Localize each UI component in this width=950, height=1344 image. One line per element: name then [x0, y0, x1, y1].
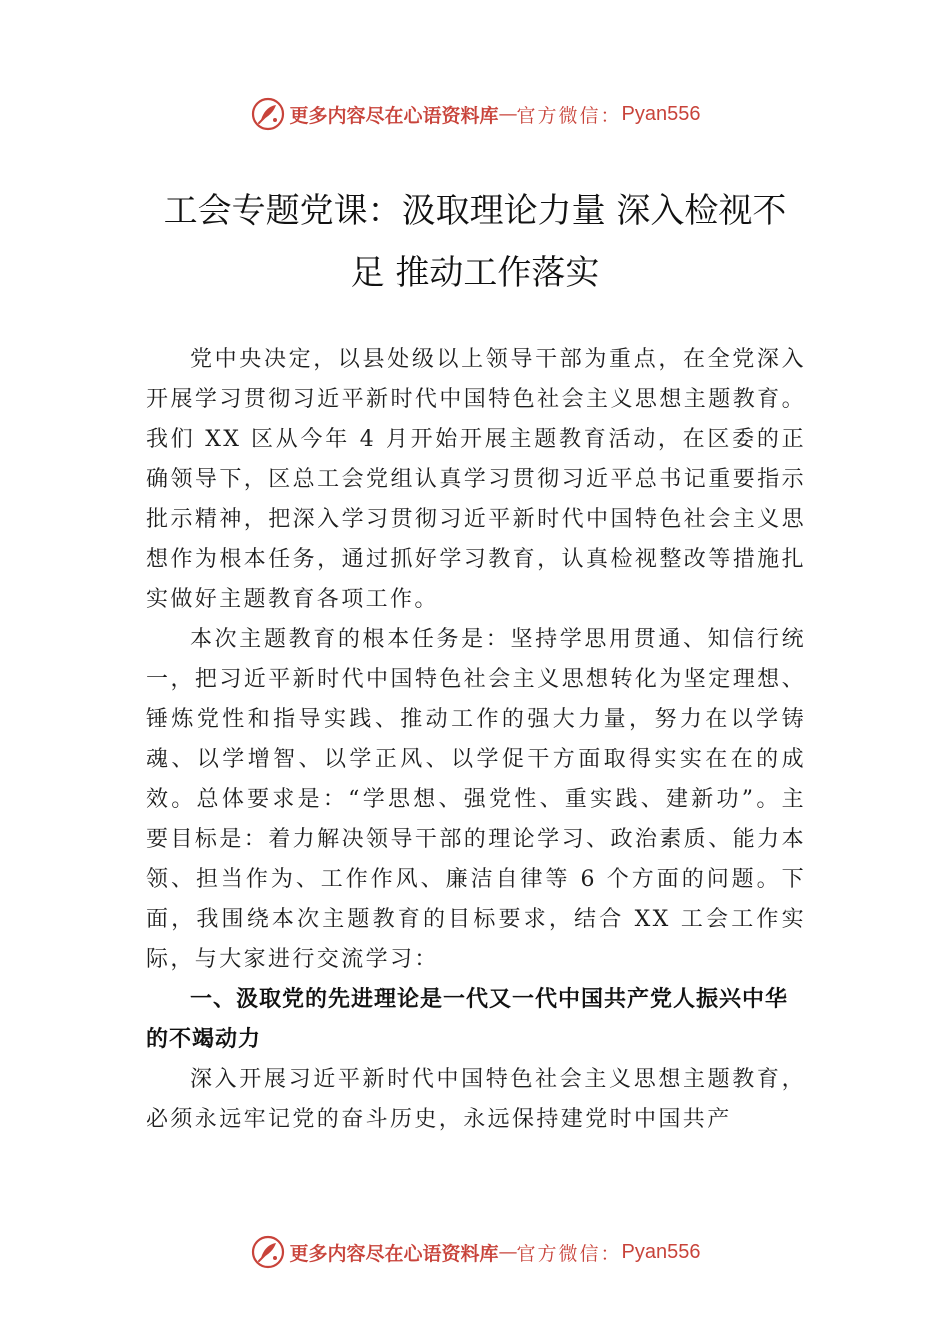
- logo-icon: [250, 1234, 286, 1270]
- watermark-wechat-account: Pyan556: [621, 1240, 701, 1263]
- top-watermark-banner: [0, 94, 950, 134]
- section-heading-1: 一、汲取党的先进理论是一代又一代中国共产党人振兴中华的不竭动力: [146, 987, 789, 1052]
- watermark-separator: —: [498, 1241, 517, 1263]
- watermark-wechat-label: 官方微信：: [516, 104, 622, 127]
- document-title: [120, 180, 830, 304]
- title-line-1: 工会专题党课：汲取理论力量 深入检视不: [163, 191, 787, 231]
- section-1-paragraph: 深入开展习近平新时代中国特色社会主义思想主题教育，必须永远牢记党的奋斗历史，永远保持建党时中国共产: [146, 1067, 806, 1132]
- watermark-separator: —: [498, 103, 517, 125]
- watermark-brand-text: 更多内容尽在心语资料库: [289, 104, 499, 127]
- title-line-2: 足 推动工作落实: [350, 253, 600, 293]
- watermark-wechat-label: 官方微信：: [516, 1242, 622, 1265]
- body-paragraph-2: 本次主题教育的根本任务是：坚持学思用贯通、知信行统一，把习近平新时代中国特色社会主义思想转化为坚定理想、锤炼党性和指导实践、推动工作的强大力量，努力在以学铸魂、以学增智、以学正风、以学促干方面取得实实在在的成效。总体要求是：“学思想、强党性、重实践、建新功”。主要目标是：着力解决领导干部的理论学习、政治素质、能力本领、担当作为、工作作风、廉洁自律等 6 个方面的问题。下面，我围绕本次主题教育的目标要求，结合 XX 工会工作实际，与大家进行交流学习：: [146, 627, 806, 972]
- document-body: [146, 340, 806, 1140]
- watermark-wechat-account: Pyan556: [621, 102, 701, 125]
- body-paragraph-1: 党中央决定，以县处级以上领导干部为重点，在全党深入开展学习贯彻习近平新时代中国特色社会主义思想主题教育。我们 XX 区从今年 4 月开始开展主题教育活动，在区委的正确领导下，区总工会党组认真学习贯彻习近平总书记重要指示批示精神，把深入学习贯彻习近平新时代中国特色社会主义思想作为根本任务，通过抓好学习教育，认真检视整改等措施扎实做好主题教育各项工作。: [146, 347, 806, 612]
- logo-icon: [250, 96, 286, 132]
- bottom-watermark-banner: [0, 1232, 950, 1272]
- watermark-brand-text: 更多内容尽在心语资料库: [289, 1242, 499, 1265]
